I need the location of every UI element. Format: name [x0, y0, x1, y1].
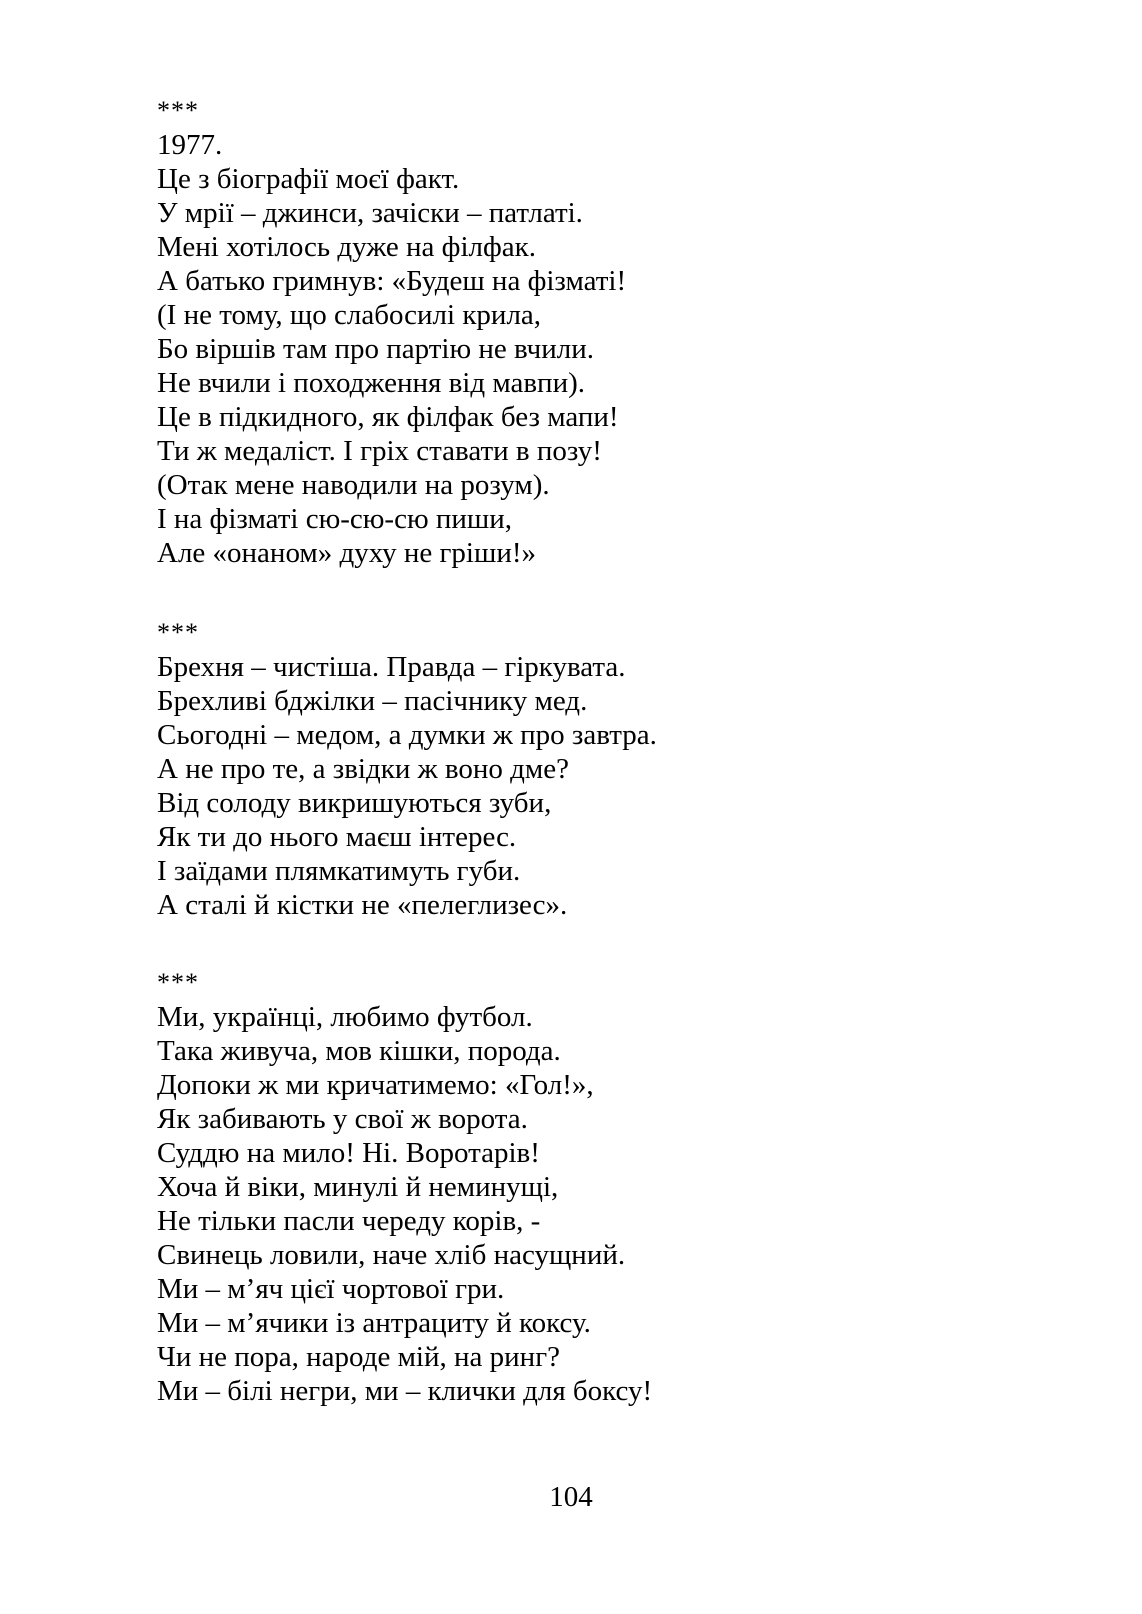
poem-line: Це з біографії моєї факт. [157, 163, 460, 195]
poem-line: І заїдами плямкатимуть губи. [157, 855, 521, 887]
poem-line: Мені хотілось дуже на філфак. [157, 231, 536, 263]
poem-3 [157, 966, 877, 1408]
poem-line: Хоча й віки, минулі й неминущі, [157, 1171, 559, 1203]
poem-line: (Отак мене наводили на розум). [157, 469, 550, 501]
poem-line: Брехня – чистіша. Правда – гіркувата. [157, 651, 626, 683]
poem-line: Як ти до нього маєш інтерес. [157, 821, 517, 853]
poem-line: У мрії – джинси, зачіски – патлаті. [157, 197, 583, 229]
poem-line: А батько гримнув: «Будеш на фізматі! [157, 265, 627, 297]
poem-line: Брехливі бджілки – пасічнику мед. [157, 685, 588, 717]
poem-line: А не про те, а звідки ж воно дме? [157, 753, 569, 785]
poem-line: Як забивають у свої ж ворота. [157, 1103, 528, 1135]
poem-line: Допоки ж ми кричатимемо: «Гол!», [157, 1069, 594, 1101]
poem-line: Суддю на мило! Ні. Воротарів! [157, 1137, 540, 1169]
poem-line: Але «онаном» духу не гріши!» [157, 537, 536, 569]
poem-line: Це в підкидного, як філфак без мапи! [157, 401, 619, 433]
poem-line: Не тільки пасли череду корів, - [157, 1205, 541, 1237]
poem-line: Не вчили і походження від мавпи). [157, 367, 585, 399]
poem-line: (І не тому, що слабосилі крила, [157, 299, 542, 331]
poem-line: Ти ж медаліст. І гріх ставати в позу! [157, 435, 602, 467]
poem-line: Бо віршів там про партію не вчили. [157, 333, 594, 365]
poem-line: Від солоду викришуються зуби, [157, 787, 552, 819]
poem-2 [157, 616, 877, 922]
poem-line: 1977. [157, 129, 223, 161]
poem-line: Ми, українці, любимо футбол. [157, 1001, 533, 1033]
poem-line: А сталі й кістки не «пелеглизес». [157, 889, 568, 921]
poem-line: Ми – м’яч цієї чортової гри. [157, 1273, 505, 1305]
poem-line: Ми – білі негри, ми – клички для боксу! [157, 1375, 653, 1407]
poem-line: Свинець ловили, наче хліб насущний. [157, 1239, 626, 1271]
poem-1 [157, 94, 877, 570]
poem-separator: *** [157, 96, 199, 125]
page-number: 104 [549, 1481, 593, 1513]
poem-line: Чи не пора, народе мій, на ринг? [157, 1341, 560, 1373]
poem-line: Така живуча, мов кішки, порода. [157, 1035, 561, 1067]
poem-line: Сьогодні – медом, а думки ж про завтра. [157, 719, 657, 751]
poem-line: Ми – м’ячики із антрациту й коксу. [157, 1307, 591, 1339]
poem-separator: *** [157, 618, 199, 647]
poem-line: І на фізматі сю-сю-сю пиши, [157, 503, 513, 535]
poem-separator: *** [157, 968, 199, 997]
